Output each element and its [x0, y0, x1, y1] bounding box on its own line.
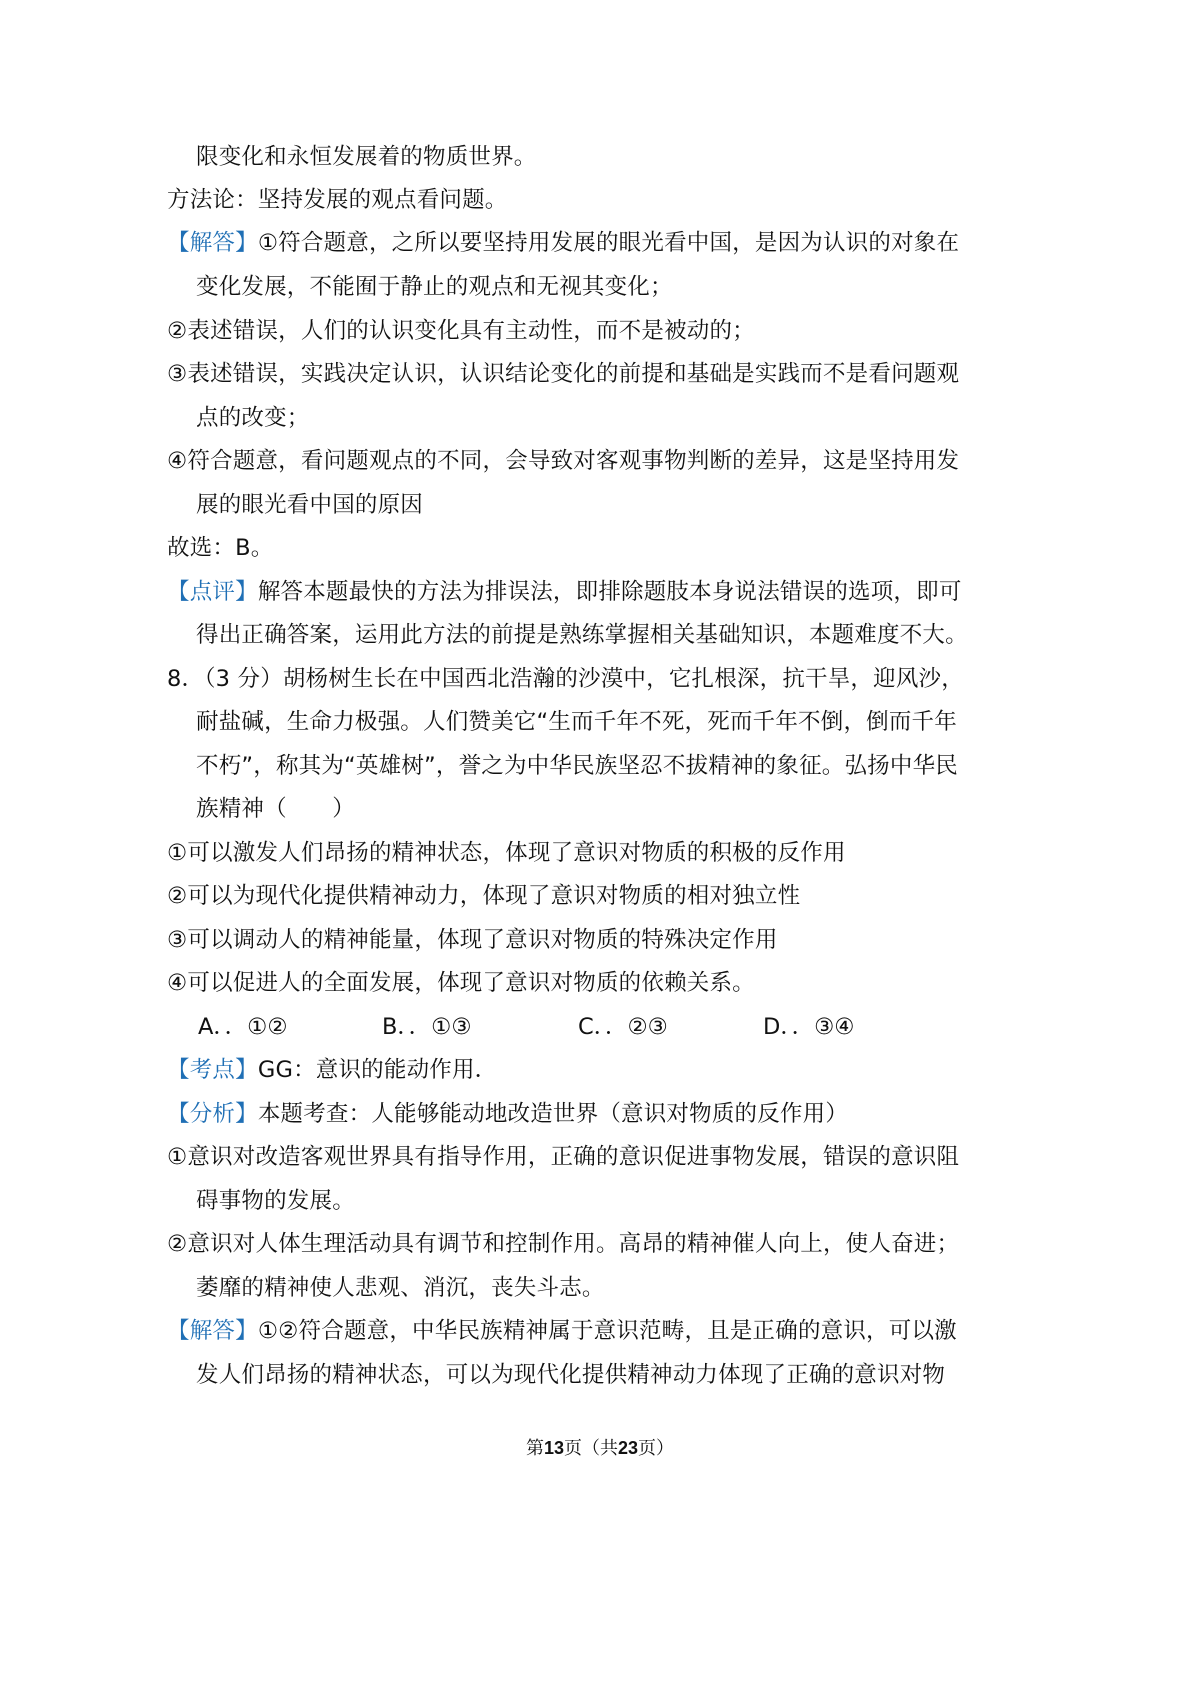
answer-block: [167, 232, 959, 255]
total-page-number: 23: [618, 1438, 639, 1458]
text-line: 故选：B。: [167, 535, 274, 561]
footer-suffix: 页）: [638, 1438, 675, 1459]
footer-prefix: 第: [525, 1438, 544, 1459]
text-line: 方法论：坚持发展的观点看问题。: [167, 187, 508, 213]
text-line: 限变化和永恒发展着的物质世界。: [196, 144, 537, 170]
text-line: 本题考查：人能够能动地改造世界（意识对物质的反作用）: [257, 1101, 849, 1127]
text-line: ②表述错误，人们的认识变化具有主动性，而不是被动的；: [167, 318, 755, 344]
text-line: 展的眼光看中国的原因: [196, 492, 424, 518]
text-line: 点的改变；: [196, 405, 310, 431]
text-line: ①②符合题意，中华民族精神属于意识范畴，且是正确的意识，可以激: [257, 1318, 957, 1344]
statement-item: ①可以激发人们昂扬的精神状态，体现了意识对物质的积极的反作用: [167, 840, 846, 866]
knowledge-point-block: [167, 1059, 497, 1082]
text-line: 发人们昂扬的精神状态，可以为现代化提供精神动力体现了正确的意识对物: [196, 1362, 946, 1388]
analysis-tag: 【分析】: [167, 1101, 258, 1127]
option-c: C．．②③: [578, 1014, 668, 1040]
text-line: ①符合题意，之所以要坚持用发展的眼光看中国，是因为认识的对象在: [257, 230, 960, 256]
current-page-number: 13: [543, 1438, 564, 1458]
text-line: 解答本题最快的方法为排误法，即排除题肢本身说法错误的选项，即可: [257, 579, 962, 605]
text-line: 得出正确答案，运用此方法的前提是熟练掌握相关基础知识，本题难度不大。: [196, 622, 968, 648]
page-footer: [0, 1434, 1200, 1460]
text-line: ③表述错误，实践决定认识，认识结论变化的前提和基础是实践而不是看问题观: [167, 361, 960, 387]
text-line: 族精神（ ）: [196, 796, 355, 822]
text-line: 碍事物的发展。: [196, 1188, 355, 1214]
answer-tag: 【解答】: [167, 1318, 258, 1344]
answer-block: [167, 1320, 957, 1343]
option-a: A．．①②: [198, 1014, 288, 1040]
statement-item: ④可以促进人的全面发展，体现了意识对物质的依赖关系。: [167, 970, 755, 996]
text-line: ①意识对改造客观世界具有指导作用，正确的意识促进事物发展，错误的意识阻: [167, 1144, 960, 1170]
text-line: ④符合题意，看问题观点的不同，会导致对客观事物判断的差异，这是坚持用发: [167, 448, 960, 474]
answer-tag: 【解答】: [167, 230, 258, 256]
comment-tag: 【点评】: [167, 579, 258, 605]
option-d: D．．③④: [763, 1014, 855, 1040]
statement-item: ③可以调动人的精神能量，体现了意识对物质的特殊决定作用: [167, 927, 778, 953]
text-line: GG：意识的能动作用．: [257, 1057, 498, 1083]
option-b: B．．①③: [382, 1014, 472, 1040]
text-line: 萎靡的精神使人悲观、消沉，丧失斗志。: [196, 1275, 605, 1301]
knowledge-point-tag: 【考点】: [167, 1057, 258, 1083]
text-line: 不朽”，称其为“英雄树”，誉之为中华民族坚忍不拔精神的象征。弘扬中华民: [196, 753, 958, 779]
comment-block: [167, 581, 962, 604]
question-stem: 8．（3 分）胡杨树生长在中国西北浩瀚的沙漠中，它扎根深，抗干旱，迎风沙，: [167, 666, 964, 692]
text-line: 耐盐碱，生命力极强。人们赞美它“生而千年不死，死而千年不倒，倒而千年: [196, 709, 957, 735]
text-line: ②意识对人体生理活动具有调节和控制作用。高昂的精神催人向上，使人奋进；: [167, 1231, 960, 1257]
footer-middle: 页（共: [564, 1438, 618, 1459]
text-line: 变化发展，不能囿于静止的观点和无视其变化；: [196, 274, 673, 300]
analysis-block: [167, 1103, 848, 1126]
statement-item: ②可以为现代化提供精神动力，体现了意识对物质的相对独立性: [167, 883, 801, 909]
